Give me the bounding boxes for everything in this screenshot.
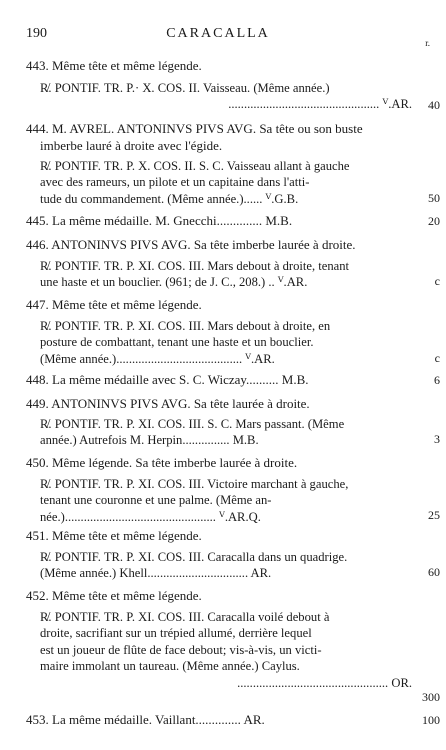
entry-450-head: 450. Même légende. Sa tête imberbe laurée à droite. (26, 455, 298, 470)
entry-447-line-1: R̸. PONTIF. TR. P. XI. COS. III. Mars debout à droite, en (40, 319, 331, 333)
entry-447-reverse (40, 318, 412, 367)
entry-445-head: 445. La même médaille. M. Gnecchi.............. M.B. (26, 213, 293, 228)
page-title: CARACALLA (166, 26, 270, 41)
entry-452-line-1: R̸. PONTIF. TR. P. XI. COS. III. Caracalla voilé debout à (40, 610, 330, 624)
entry-446-value: c (434, 274, 440, 288)
entry-450-line-1: R̸. PONTIF. TR. P. XI. COS. III. Victoire marchant à gauche, (40, 477, 349, 491)
entry-452-line-4: maire immolant un taureau. (Même année.) Caylus. (40, 659, 300, 674)
entry-449-reverse (40, 416, 412, 449)
page-number: 190 (26, 26, 47, 41)
entry-445-value: 20 (428, 214, 440, 228)
entry-446-line-2: une haste et un bouclier. (961; de J. C., 208.) .. ⱽ.AR. (40, 275, 308, 290)
edge-mark: r. (425, 38, 430, 48)
entry-452-line-3: est un joueur de flûte de face debout; vis-à-vis, un victi- (40, 642, 322, 657)
entry-446-reverse (40, 258, 412, 291)
entry-452-head: 452. Même tête et même légende. (26, 588, 202, 603)
entry-443-head: 443. Même tête et même légende. (26, 58, 202, 73)
entry-453-head: 453. La même médaille. Vaillant.............. AR. (26, 712, 265, 727)
entry-443-line-1: R̸. PONTIF. TR. P.· X. COS. II. Vaisseau. (Même année.) (40, 81, 330, 95)
entry-444-line-2: avec des rameurs, un pilote et un capitaine dans l'atti- (40, 175, 310, 190)
entry-449-head: 449. ANTONINVS PIVS AVG. Sa tête laurée à droite. (26, 396, 310, 411)
entry-452-line-2: droite, sacrifiant sur un trépied allumé, derrière lequel (40, 626, 312, 641)
entry-447-line-2: posture de combattant, tenant une haste et un bouclier. (40, 335, 314, 350)
entry-443-line-2: ................................................ ⱽ.AR. (228, 97, 412, 112)
entry-449-line-1: R̸. PONTIF. TR. P. XI. COS. III. S. C. Mars passant. (Même (40, 417, 345, 431)
entry-448-value: 6 (434, 373, 440, 387)
entry-450-line-2: tenant une couronne et une palme. (Même an- (40, 493, 272, 508)
entry-447-head: 447. Même tête et même légende. (26, 297, 202, 312)
entry-447-line-3: (Même année.)........................................ ⱽ.AR. (40, 351, 275, 366)
entry-450-line-3: née.)................................................ ⱽ.AR.Q. (40, 509, 261, 524)
entry-446-line-1: R̸. PONTIF. TR. P. XI. COS. III. Mars debout à droite, tenant (40, 259, 350, 273)
entry-444-reverse (40, 158, 412, 207)
entry-448-head: 448. La même médaille avec S. C. Wiczay.......... M.B. (26, 372, 309, 387)
entry-449-line-2: année.) Autrefois M. Herpin............... M.B. (40, 433, 259, 448)
entry-451-head: 451. Même tête et même légende. (26, 528, 202, 543)
entry-451-line-1: R̸. PONTIF. TR. P. XI. COS. III. Caracalla dans un quadrige. (40, 550, 348, 564)
entry-444-line-3: tude du commandement. (Même année.)...... ⱽ.G.B. (40, 191, 299, 206)
entry-444-value: 50 (428, 191, 440, 205)
entry-451-reverse (40, 549, 412, 582)
entry-443-value: 40 (428, 98, 440, 112)
entry-443-reverse (40, 80, 412, 113)
entry-452-line-5: ................................................ OR. (237, 675, 412, 690)
entry-447-value: c (434, 351, 440, 365)
page-header (26, 26, 430, 48)
entry-451-line-2: (Même année.) Khell................................ AR. (40, 566, 272, 581)
entry-450-reverse (40, 476, 412, 525)
entry-449-value: 3 (434, 432, 440, 446)
entry-444-line-1: R̸. PONTIF. TR. P. X. COS. II. S. C. Vaisseau allant à gauche (40, 159, 350, 173)
entry-452-value: 300 (422, 690, 440, 704)
entry-452-reverse (40, 609, 412, 691)
entry-444-head: 444. M. AVREL. ANTONINVS PIVS AVG. Sa tête ou son buste (26, 121, 363, 136)
entry-444-head-2: imberbe lauré à droite avec l'égide. (40, 138, 223, 153)
entry-451-value: 60 (428, 565, 440, 579)
entry-446-head: 446. ANTONINVS PIVS AVG. Sa tête imberbe laurée à droite. (26, 237, 356, 252)
entry-450-value: 25 (428, 508, 440, 522)
entry-453-value: 100 (422, 713, 440, 727)
